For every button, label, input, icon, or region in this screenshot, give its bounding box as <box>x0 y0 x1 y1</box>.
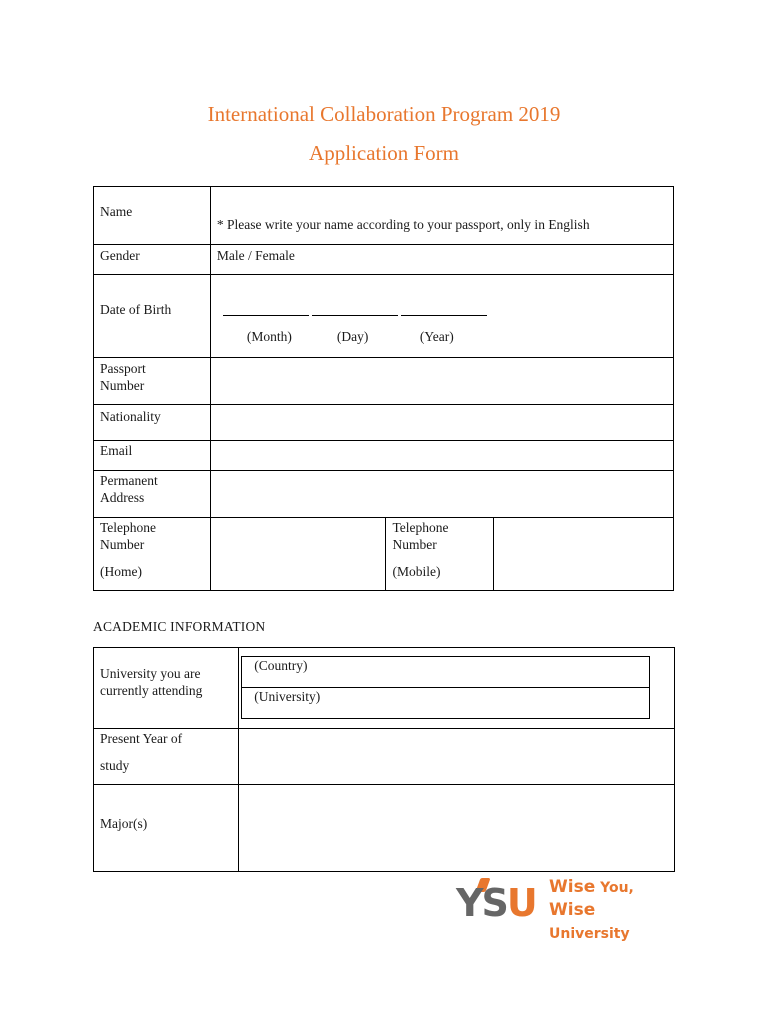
email-label-cell <box>94 441 211 471</box>
address-label-cell <box>94 471 211 518</box>
major-label: Major(s) <box>100 816 148 831</box>
gender-label-cell <box>94 245 211 275</box>
year-caption: (Year) <box>419 329 454 344</box>
university-field <box>239 648 675 729</box>
address-label-line2: Address <box>100 490 145 505</box>
email-label: Email <box>100 443 133 458</box>
year-label-line2: study <box>100 758 130 773</box>
gender-options: Male / Female <box>216 248 295 263</box>
nationality-label: Nationality <box>100 409 161 424</box>
ysu-logo <box>456 876 676 942</box>
tel-mobile-label-line3: (Mobile) <box>392 564 441 579</box>
passport-label-cell <box>94 358 211 405</box>
day-caption: (Day) <box>336 329 369 344</box>
month-blank[interactable] <box>223 303 309 316</box>
dob-field[interactable] <box>210 275 673 358</box>
passport-label-line2: Number <box>100 378 145 393</box>
country-field[interactable] <box>242 657 650 688</box>
tel-home-label-line1: Telephone <box>100 520 157 535</box>
passport-label-line1: Passport <box>100 361 146 376</box>
university-label-line1: University you are <box>100 666 201 681</box>
country-placeholder: (Country) <box>254 658 308 673</box>
university-subtable <box>241 656 650 719</box>
tel-mobile-field[interactable] <box>494 518 674 591</box>
academic-info-table <box>93 647 675 872</box>
address-label-line1: Permanent <box>100 473 158 488</box>
day-blank[interactable] <box>312 303 398 316</box>
year-field[interactable] <box>239 729 675 785</box>
nationality-field[interactable] <box>210 405 673 441</box>
name-field[interactable] <box>210 187 673 245</box>
dob-label: Date of Birth <box>100 302 172 317</box>
logo-slogan <box>549 876 676 945</box>
logo-letter-s: S <box>481 881 507 925</box>
page-subtitle: Application Form <box>309 141 459 165</box>
tel-mobile-label-cell <box>386 518 494 591</box>
month-caption: (Month) <box>246 329 292 344</box>
major-field[interactable] <box>239 785 675 872</box>
name-label: Name <box>100 204 133 219</box>
address-field[interactable] <box>210 471 673 518</box>
logo-letter-u: U <box>506 881 536 925</box>
university-label-line2: currently attending <box>100 683 203 698</box>
name-label-cell <box>94 187 211 245</box>
gender-label: Gender <box>100 248 140 263</box>
gender-field[interactable] <box>210 245 673 275</box>
slogan-line1-small: You, <box>595 880 634 896</box>
email-field[interactable] <box>210 441 673 471</box>
name-note: * Please write your name according to your passport, only in English <box>216 217 590 232</box>
logo-letter-y: Y <box>456 881 482 925</box>
personal-info-table <box>93 186 674 591</box>
page-title: International Collaboration Program 2019 <box>207 102 561 126</box>
slogan-line2-small: University <box>549 926 630 942</box>
slogan-line2-big: Wise <box>549 900 596 920</box>
dob-blank-lines <box>223 303 490 320</box>
major-label-cell <box>94 785 239 872</box>
university-label-cell <box>94 648 239 729</box>
tel-mobile-label-line1: Telephone <box>392 520 449 535</box>
year-label-line1: Present Year of <box>100 731 183 746</box>
dob-captions <box>247 328 454 345</box>
logo-mark <box>456 881 536 925</box>
passport-field[interactable] <box>210 358 673 405</box>
tel-home-label-line2: Number <box>100 537 145 552</box>
dob-label-cell <box>94 275 211 358</box>
academic-section-title: ACADEMIC INFORMATION <box>93 619 266 634</box>
year-blank[interactable] <box>401 303 487 316</box>
year-label-cell <box>94 729 239 785</box>
tel-home-label-cell <box>94 518 211 591</box>
slogan-line1-big: Wise <box>549 877 596 897</box>
tel-home-field[interactable] <box>210 518 386 591</box>
tel-mobile-label-line2: Number <box>392 537 437 552</box>
nationality-label-cell <box>94 405 211 441</box>
tel-home-label-line3: (Home) <box>100 564 142 579</box>
university-name-field[interactable] <box>242 688 650 719</box>
university-placeholder: (University) <box>254 689 321 704</box>
